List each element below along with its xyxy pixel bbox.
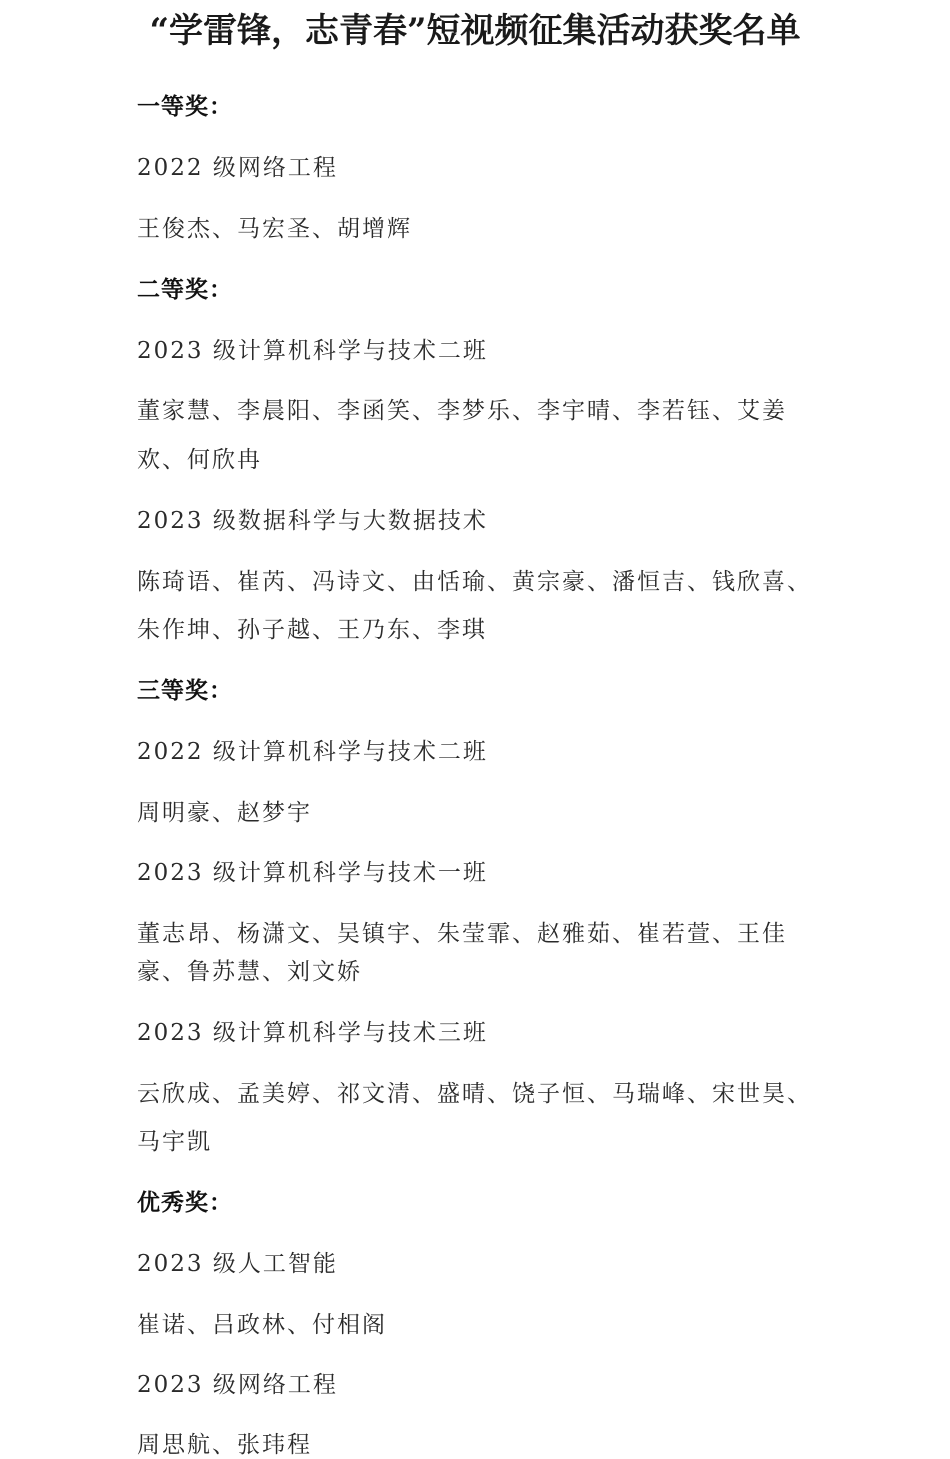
class-name: 2023 级人工智能	[137, 1251, 338, 1277]
winner-names: 马宇凯	[137, 1129, 212, 1155]
winner-names: 董志昂、杨潇文、吴镇宇、朱莹霏、赵雅茹、崔若萱、王佳	[137, 921, 787, 947]
class-name: 2023 级计算机科学与技术三班	[137, 1020, 488, 1046]
winner-names: 朱作坤、孙子越、王乃东、李琪	[137, 617, 487, 643]
winner-names: 豪、鲁苏慧、刘文娇	[137, 959, 362, 985]
winner-names: 崔诺、吕政林、付相阁	[137, 1312, 387, 1338]
winner-names: 周思航、张玮程	[137, 1432, 312, 1458]
winner-names: 董家慧、李晨阳、李函笑、李梦乐、李宇晴、李若钰、艾姜	[137, 398, 787, 424]
winner-names: 周明豪、赵梦宇	[137, 800, 312, 826]
winner-names: 王俊杰、马宏圣、胡增辉	[137, 216, 412, 242]
winner-names: 陈琦语、崔芮、冯诗文、由恬瑜、黄宗豪、潘恒吉、钱欣喜、	[137, 569, 812, 595]
class-name: 2022 级计算机科学与技术二班	[137, 739, 488, 765]
award-heading-excellence: 优秀奖：	[137, 1190, 233, 1216]
class-name: 2023 级网络工程	[137, 1372, 338, 1398]
class-name: 2023 级计算机科学与技术二班	[137, 338, 488, 364]
class-name: 2022 级网络工程	[137, 155, 338, 181]
winner-names: 云欣成、孟美婷、祁文清、盛晴、饶子恒、马瑞峰、宋世昊、	[137, 1081, 812, 1107]
class-name: 2023 级计算机科学与技术一班	[137, 860, 488, 886]
class-name: 2023 级数据科学与大数据技术	[137, 508, 488, 534]
award-heading-third: 三等奖：	[137, 678, 233, 704]
award-heading-second: 二等奖：	[137, 277, 233, 303]
winner-names: 欢、何欣冉	[137, 447, 262, 473]
award-heading-first: 一等奖：	[137, 94, 233, 120]
page-title: “学雷锋，志青春”短视频征集活动获奖名单	[149, 11, 801, 51]
